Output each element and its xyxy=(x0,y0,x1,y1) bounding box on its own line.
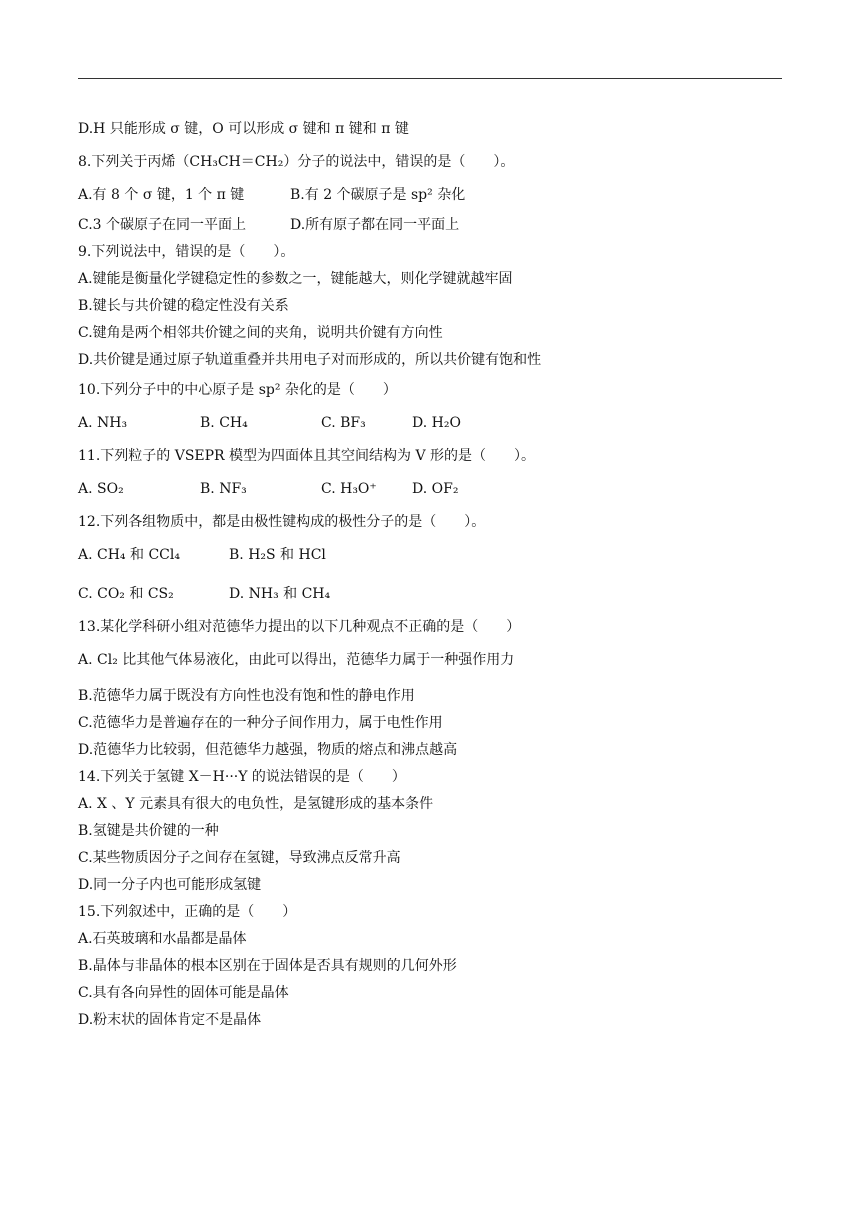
q8-stem: 8.下列关于丙烯（CH₃CH＝CH₂）分子的说法中，错误的是（ ）。 xyxy=(78,153,515,170)
q10-stem: 10.下列分子中的中心原子是 sp² 杂化的是（ ） xyxy=(78,381,397,398)
q10-option-d: D. H₂O xyxy=(412,414,461,431)
q13-option-d: D.范德华力比较弱，但范德华力越强，物质的熔点和沸点越高 xyxy=(78,741,458,758)
q9-option-b: B.键长与共价键的稳定性没有关系 xyxy=(78,297,289,314)
q15-option-c: C.具有各向异性的固体可能是晶体 xyxy=(78,984,289,1001)
q13-stem: 13.某化学科研小组对范德华力提出的以下几种观点不正确的是（ ） xyxy=(78,618,521,635)
q10-options xyxy=(78,406,782,439)
q15-stem: 15.下列叙述中，正确的是（ ） xyxy=(78,903,297,920)
q14-option-a: A. X 、Y 元素具有很大的电负性，是氢键形成的基本条件 xyxy=(78,795,434,812)
q8-option-c: C.3 个碳原子在同一平面上 xyxy=(78,216,247,233)
q11-stem: 11.下列粒子的 VSEPR 模型为四面体且其空间结构为 V 形的是（ ）。 xyxy=(78,447,536,464)
q10-option-b: B. CH₄ xyxy=(200,414,248,431)
q7-option-d: D.H 只能形成 σ 键，O 可以形成 σ 键和 π 键和 π 键 xyxy=(78,120,409,137)
q10-option-c: C. BF₃ xyxy=(321,414,366,431)
q13-option-b: B.范德华力属于既没有方向性也没有饱和性的静电作用 xyxy=(78,687,415,704)
q11-option-c: C. H₃O⁺ xyxy=(321,480,377,497)
q8-options-ab xyxy=(78,178,782,211)
q13-option-c: C.范德华力是普遍存在的一种分子间作用力，属于电性作用 xyxy=(78,714,443,731)
q14-option-d: D.同一分子内也可能形成氢键 xyxy=(78,876,262,893)
q13-option-a: A. Cl₂ 比其他气体易液化，由此可以得出，范德华力属于一种强作用力 xyxy=(78,651,515,668)
q12-option-a: A. CH₄ 和 CCl₄ xyxy=(78,546,180,563)
q14-option-c: C.某些物质因分子之间存在氢键，导致沸点反常升高 xyxy=(78,849,401,866)
q9-option-c: C.键角是两个相邻共价键之间的夹角，说明共价键有方向性 xyxy=(78,324,443,341)
q14-option-b: B.氢键是共价键的一种 xyxy=(78,822,219,839)
q8-option-d: D.所有原子都在同一平面上 xyxy=(290,216,460,233)
q14-stem: 14.下列关于氢键 X－H···Y 的说法错误的是（ ） xyxy=(78,768,406,785)
q8-option-b: B.有 2 个碳原子是 sp² 杂化 xyxy=(290,186,466,203)
exam-content xyxy=(78,112,782,1033)
q15-option-b: B.晶体与非晶体的根本区别在于固体是否具有规则的几何外形 xyxy=(78,957,457,974)
q12-stem: 12.下列各组物质中，都是由极性键构成的极性分子的是（ ）。 xyxy=(78,513,486,530)
q12-options-cd xyxy=(78,577,782,610)
q15-option-d: D.粉末状的固体肯定不是晶体 xyxy=(78,1011,262,1028)
q11-option-a: A. SO₂ xyxy=(78,480,124,497)
q12-option-d: D. NH₃ 和 CH₄ xyxy=(229,585,331,602)
q12-option-b: B. H₂S 和 HCl xyxy=(229,546,326,563)
q12-option-c: C. CO₂ 和 CS₂ xyxy=(78,585,174,602)
q8-option-a: A.有 8 个 σ 键，1 个 π 键 xyxy=(78,186,245,203)
q11-option-b: B. NF₃ xyxy=(200,480,247,497)
q9-option-a: A.键能是衡量化学键稳定性的参数之一，键能越大，则化学键就越牢固 xyxy=(78,270,513,287)
q11-options xyxy=(78,472,782,505)
q12-options-ab xyxy=(78,538,782,571)
header-rule xyxy=(78,78,782,79)
q9-option-d: D.共价键是通过原子轨道重叠并共用电子对而形成的，所以共价键有饱和性 xyxy=(78,351,542,368)
q10-option-a: A. NH₃ xyxy=(78,414,128,431)
q9-stem: 9.下列说法中，错误的是（ ）。 xyxy=(78,243,295,260)
q11-option-d: D. OF₂ xyxy=(412,480,459,497)
q15-option-a: A.石英玻璃和水晶都是晶体 xyxy=(78,930,247,947)
q8-options-cd xyxy=(78,211,782,238)
